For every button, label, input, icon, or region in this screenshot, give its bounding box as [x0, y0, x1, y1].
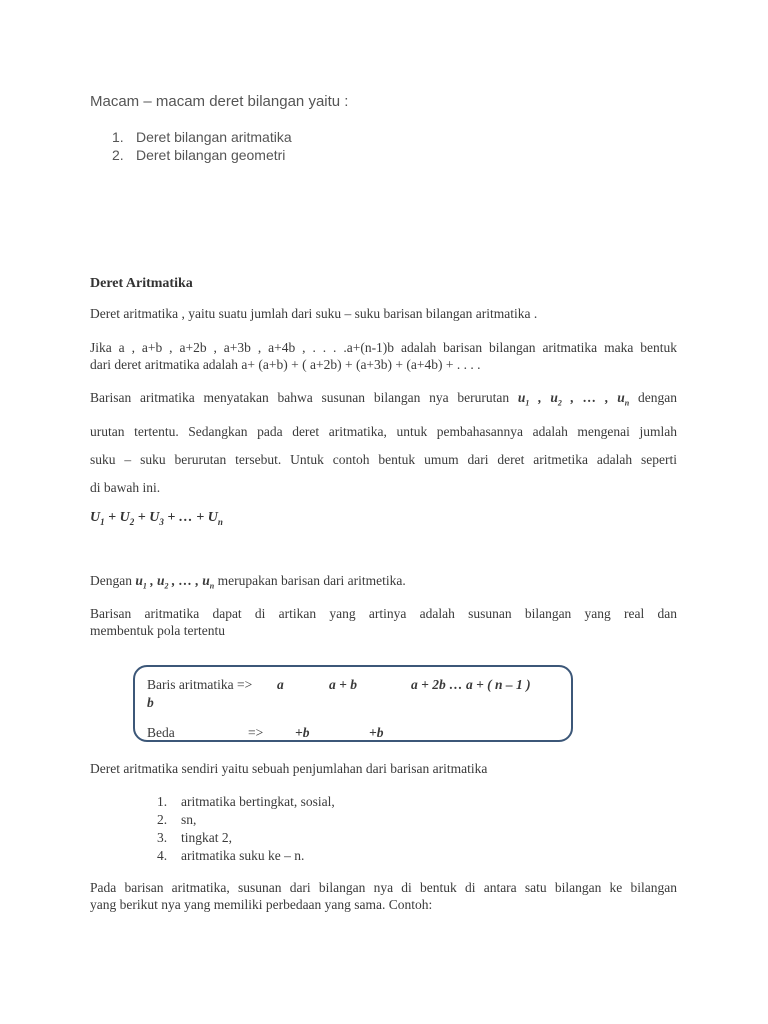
list-item: 3. tingkat 2, [157, 830, 232, 845]
paragraph-explanation: Barisan aritmatika menyatakan bahwa susunan bilangan nya berurutan $u_1$ , $u_2$ , … , $u_n$ dengan urutan tertentu. Sedangkan pada deret aritmatika, untuk pembahasannya adalah mengenai jumlah suku – suku berurutan tersebut. Untuk contoh bentuk umum dari deret aritmetika adalah seperti di bawah ini. [90, 390, 678, 495]
series-kinds-list [157, 793, 335, 865]
general-formula: $U_1 + U_2 + U_3$ + … + $U_n$ [90, 510, 223, 527]
paragraph-meaning: Barisan aritmatika dapat di artikan yang artinya adalah susunan bilangan yang real dan membentuk pola tertentu [90, 606, 677, 638]
list-item: 2. Deret bilangan geometri [112, 147, 286, 163]
list-item: 2. sn, [157, 812, 197, 827]
sequence-terms: $u_1$ , $u_2$ , … , $u_n$ [517, 390, 630, 408]
paragraph-example: Jika a , a+b , a+2b , a+3b , a+4b , . . . .a+(n-1)b adalah barisan bilangan aritmatika maka bentuk dari deret aritmatika adalah a+ (a+b) + ( a+2b) + (a+3b) + (a+4b) + . . . . [90, 340, 677, 372]
paragraph-closing: Pada barisan aritmatika, susunan dari bilangan nya di bentuk di antara satu bilangan ke bilangan yang berikut nya yang memiliki perbedaan yang sama. Contoh: [90, 880, 677, 912]
paragraph-definition: Deret aritmatika , yaitu suatu jumlah dari suku – suku barisan bilangan aritmatika . [90, 306, 538, 321]
paragraph-series-def: Deret aritmatika sendiri yaitu sebuah penjumlahan dari barisan aritmatika [90, 761, 488, 776]
intro-text: Macam – macam deret bilangan yaitu : [90, 93, 349, 110]
difference-row: Beda [147, 725, 175, 740]
list-item: 1. Deret bilangan aritmatika [112, 129, 292, 145]
sequence-example-box: Baris aritmatika => a a + b a + 2b … a + ( n – 1 ) b Beda => +b +b [133, 665, 573, 742]
section-heading: Deret Aritmatika [90, 276, 193, 291]
series-types-list [112, 128, 292, 164]
list-item: 1. aritmatika bertingkat, sosial, [157, 794, 335, 809]
list-item: 4. aritmatika suku ke – n. [157, 848, 305, 863]
paragraph-notation: Dengan $u_1$ , $u_2$ , … , $u_n$ merupakan barisan dari aritmetika. [90, 573, 406, 591]
